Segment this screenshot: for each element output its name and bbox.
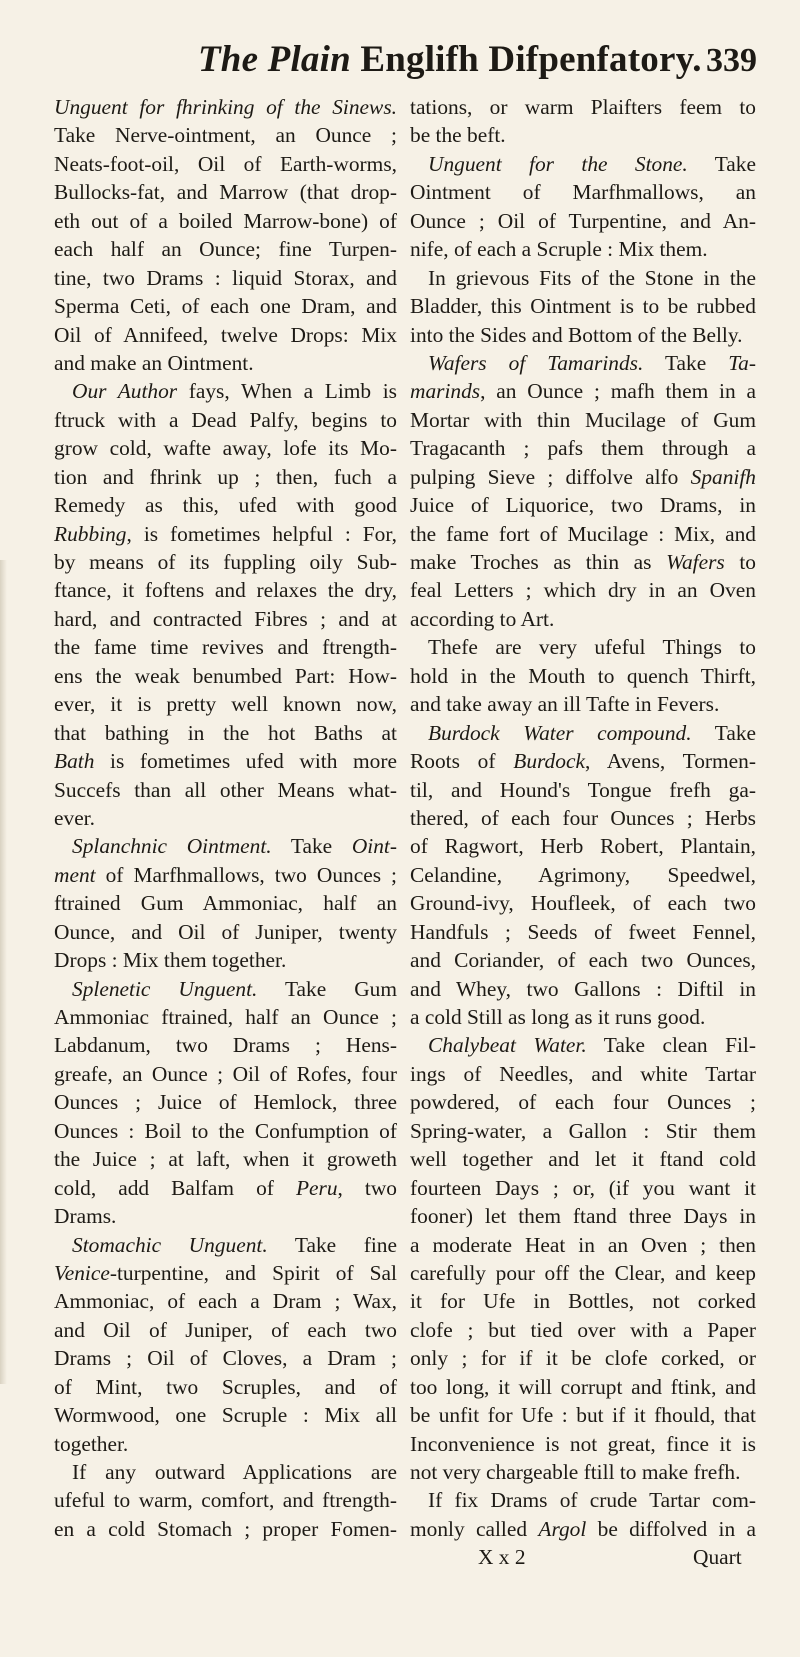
text-segment: Drams. [54,1204,117,1229]
text-segment: fourteen Days ; or, (if you want it [410,1175,756,1200]
right_column-line [410,321,756,349]
right_column-line [410,605,756,633]
italic-text: Splenetic Unguent. [72,976,258,1001]
left_column-line [54,1401,397,1429]
text-segment: Ground-ivy, Houfleek, of each two [410,891,756,916]
text-segment: , an Ounce ; mafh them in a [480,379,756,404]
right_column-line [410,1316,756,1344]
right_column-line [410,804,756,832]
right_column-line [410,1287,756,1315]
left_column-line [54,377,397,405]
right_column-line [410,1373,756,1401]
left_column-line [54,1031,397,1059]
italic-text: marinds [410,379,481,404]
running-title [198,38,702,81]
text-segment: Succefs than all other Means what- [54,777,397,802]
text-segment: Take Gum [257,976,397,1001]
text-segment: and Coriander, of each two Ounces, [410,948,756,973]
text-segment: Thefe are very ufeful Things to [428,635,756,660]
text-segment: hold in the Mouth to quench Thirft, [410,663,756,688]
text-segment: Oil of Annifeed, twelve Drops: Mix [54,322,397,347]
left_column-line [54,662,397,690]
right_column-line [410,1088,756,1116]
right_column-line [410,747,756,775]
signature-mark: X x 2 [478,1545,526,1570]
left_column-line [54,434,397,462]
right_column-line [410,1003,756,1031]
right_column-line [410,121,756,149]
right_column-line [410,832,756,860]
left_column-line [54,349,397,377]
right_column-line [410,1259,756,1287]
italic-text: ment [54,862,96,887]
text-segment: thered, of each four Ounces ; Herbs [410,805,756,830]
italic-text: Burdock [513,749,585,774]
text-segment: ftance, it foftens and relaxes the dry, [54,578,397,603]
text-segment: If fix Drams of crude Tartar com- [428,1488,756,1513]
text-segment: the fame time revives and ftrength- [54,635,397,660]
text-segment: make Troches as thin as [410,550,667,574]
text-segment: of Ragwort, Herb Robert, Plantain, [410,834,756,859]
text-segment: not very chargeable ftill to make frefh. [410,1460,741,1484]
text-segment: into the Sides and Bottom of the Belly. [410,322,743,347]
text-segment: that bathing in the hot Baths at [54,720,397,745]
left_column-line [54,1117,397,1145]
text-segment: tion and fhrink up ; then, fuch a [54,464,397,489]
left_column-line [54,1287,397,1315]
text-segment: grow cold, wafte away, lofe its Mo- [54,436,397,461]
text-segment: tations, or warm Plaifters feem to [410,95,756,119]
text-segment: by means of its fuppling oily Sub- [54,550,397,574]
text-segment: according to Art. [410,606,555,631]
italic-text: Wafers of Tamarinds. [428,350,644,375]
left_column-line [54,1458,397,1486]
text-segment: ufeful to warm, comfort, and ftrength- [54,1488,397,1513]
running-header [0,38,800,90]
text-segment: a cold Still as long as it runs good. [410,1005,706,1029]
text-segment: ens the weak benumbed Part: How- [54,663,397,688]
left_column-line [54,861,397,889]
text-segment: Take [643,350,729,375]
text-segment: , Avens, Tormen- [584,749,756,774]
text-segment: Remedy as this, ufed with good [54,493,397,518]
text-segment: Ounce, and Oil of Juniper, twenty [54,919,397,944]
text-segment: clofe ; but tied over with a Paper [410,1317,756,1342]
left_column-line [54,1486,397,1514]
italic-text: Wafers [666,550,725,574]
text-segment: ever. [54,805,95,830]
right_column-line [410,520,756,548]
right_column-line [410,235,756,263]
right_column-line [410,1486,756,1514]
right_column-line [410,1515,756,1543]
right_column-line [410,1231,756,1259]
right_column-line [410,1458,756,1486]
text-segment: til, and Hound's Tongue frefh ga- [410,777,756,802]
left_column-line [54,178,397,206]
left_column-line [54,1430,397,1458]
right_column-line [410,178,756,206]
right_column-line [410,207,756,235]
italic-text: Ta- [728,350,756,375]
text-segment: together. [54,1431,129,1456]
text-segment: feal Letters ; which dry in an Oven [410,578,756,603]
text-segment: Ounce ; Oil of Turpentine, and An- [410,208,756,233]
right_column-line [410,377,756,405]
left_column-line [54,264,397,292]
left_column-line [54,1174,397,1202]
text-segment: only ; for if it be clofe corked, or [410,1346,756,1371]
left_column-line [54,321,397,349]
text-segment: to [724,550,756,574]
text-segment: Mortar with thin Mucilage of Gum [410,407,756,432]
right_column-line [410,690,756,718]
left_column-line [54,1316,397,1344]
left_column-line [54,1515,397,1543]
italic-text: Bath [54,749,95,774]
text-segment: Take clean Fil- [586,1033,756,1058]
right-column-lines [410,93,756,1543]
text-segment: of Marfhmallows, two Ounces ; [95,862,397,887]
text-segment: and Oil of Juniper, of each two [54,1317,397,1342]
text-segment: , is fometimes helpful : For, [126,521,397,546]
left_column-line [54,292,397,320]
italic-text: Peru [295,1175,338,1200]
right_column-line [410,889,756,917]
text-segment: ings of Needles, and white Tartar [410,1061,756,1086]
text-segment: a moderate Heat in an Oven ; then [410,1232,756,1257]
right_column-line [410,576,756,604]
text-segment: is fometimes ufed with more [94,749,397,774]
text-segment: ever, it is pretty well known now, [54,692,397,717]
text-segment: Celandine, Agrimony, Speedwel, [410,862,756,887]
text-segment: In grievous Fits of the Stone in the [428,265,756,290]
right_column-line [410,1202,756,1230]
italic-text: Rubbing [54,521,127,546]
left_column-line [54,776,397,804]
left_column-line [54,1060,397,1088]
left_column-line [54,1088,397,1116]
italic-text: Argol [538,1516,587,1541]
text-segment: fays, When a Limb is [177,379,397,404]
text-segment: Roots of [410,749,514,774]
text-segment: Sperma Ceti, of each one Dram, and [54,294,397,319]
footer-line [410,1543,756,1571]
italic-text: Oint- [351,834,397,859]
left_column-line [54,463,397,491]
left_column-line [54,576,397,604]
italic-text: Burdock Water compound. [428,720,692,745]
left_column-line [54,93,397,121]
text-segment: Take Nerve-ointment, an Ounce ; [54,123,397,148]
text-segment: Labdanum, two Drams ; Hens- [54,1033,397,1058]
text-segment: monly called [410,1516,539,1541]
text-segment: , two [337,1175,397,1200]
text-segment: pulping Sieve ; diffolve alfo [410,464,691,489]
text-segment: Neats-foot-oil, Oil of Earth-worms, [54,151,397,176]
right-text-column [410,93,756,1572]
left_column-line [54,491,397,519]
left_column-line [54,889,397,917]
right_column-line [410,93,756,121]
right_column-line [410,292,756,320]
text-segment: Handfuls ; Seeds of fweet Fennel, [410,919,756,944]
right_column-line [410,1344,756,1372]
running-title-rest: Englifh Difpenfatory. [350,39,702,80]
text-segment: the Juice ; at laft, when it groweth [54,1147,397,1172]
left-text-column [54,93,397,1543]
text-segment: Ounces : Boil to the Confumption of [54,1118,397,1143]
right_column-line [410,463,756,491]
text-segment: Take [687,151,756,176]
right_column-line [410,548,756,576]
right_column-line [410,946,756,974]
text-segment: well together and let it ftand cold [410,1147,756,1172]
right_column-line [410,719,756,747]
right_column-line [410,1174,756,1202]
left_column-line [54,832,397,860]
text-segment: Drams ; Oil of Cloves, a Dram ; [54,1346,397,1371]
text-segment: -turpentine, and Spirit of Sal [109,1260,397,1285]
italic-text: Spanifh [690,464,756,489]
text-segment: If any outward Applications are [72,1460,397,1484]
right_column-line [410,491,756,519]
left_column-line [54,633,397,661]
right_column-line [410,264,756,292]
text-segment: the fame fort of Mucilage : Mix, and [410,521,756,546]
text-segment: ftrained Gum Ammoniac, half an [54,891,397,916]
left_column-line [54,520,397,548]
text-segment: each half an Ounce; fine Turpen- [54,237,397,262]
text-segment: en a cold Stomach ; proper Fomen- [54,1516,397,1541]
right_column-line [410,1031,756,1059]
text-segment: of Mint, two Scruples, and of [54,1374,397,1399]
right_column-line [410,1401,756,1429]
text-segment: cold, add Balfam of [54,1175,296,1200]
text-segment: too long, it will corrupt and ftink, and [410,1374,756,1399]
right_column-line [410,434,756,462]
text-segment: tine, two Drams : liquid Storax, and [54,265,397,290]
left_column-line [54,150,397,178]
right_column-line [410,662,756,690]
left_column-line [54,1231,397,1259]
text-segment: Take [691,720,757,745]
text-segment: Tragacanth ; pafs them through a [410,436,756,461]
text-segment: Ammoniac ftrained, half an Ounce ; [54,1005,397,1029]
text-segment: powdered, of each four Ounces ; [410,1090,756,1115]
italic-text: Venice [54,1260,110,1285]
text-segment: Bladder, this Ointment is to be rubbed [410,294,756,319]
text-segment: Ointment of Marfhmallows, an [410,180,756,205]
left_column-line [54,121,397,149]
text-segment: and Whey, two Gallons : Diftil in [410,976,756,1001]
text-segment: and make an Ointment. [54,350,254,375]
left_column-line [54,719,397,747]
italic-text: Splanchnic Ointment. [72,834,272,859]
left_column-line [54,747,397,775]
left_column-line [54,548,397,576]
left_column-line [54,690,397,718]
right_column-line [410,1145,756,1173]
left_column-line [54,1344,397,1372]
text-segment: Bullocks-fat, and Marrow (that drop- [54,180,397,205]
italic-text: Unguent for the Stone. [428,151,688,176]
text-segment: nife, of each a Scruple : Mix them. [410,237,708,262]
text-segment: it for Ufe in Bottles, not corked [410,1289,756,1314]
text-segment: Take [271,834,352,859]
right_column-line [410,1060,756,1088]
text-segment: Ounces ; Juice of Hemlock, three [54,1090,397,1115]
text-segment: greafe, an Ounce ; Oil of Rofes, four [54,1061,397,1086]
catchword: Quart [693,1545,742,1570]
italic-text: Unguent for fhrinking of the Sinews. [54,95,397,119]
text-segment: and take away an ill Tafte in Fevers. [410,692,720,717]
text-segment: Wormwood, one Scruple : Mix all [54,1403,397,1428]
text-segment: ftruck with a Dead Palfy, begins to [54,407,397,432]
text-segment: fooner) let them ftand three Days in [410,1204,756,1229]
right_column-line [410,1430,756,1458]
right_column-line [410,1117,756,1145]
left_column-line [54,235,397,263]
left_column-line [54,1003,397,1031]
left_column-line [54,946,397,974]
right_column-line [410,861,756,889]
left_column-line [54,1145,397,1173]
page-number: 339 [706,42,757,79]
text-segment: eth out of a boiled Marrow-bone) of [54,208,397,233]
italic-text: Our Author [72,379,178,404]
text-segment: be diffolved in a [586,1516,756,1541]
right_column-line [410,918,756,946]
italic-text: Stomachic Unguent. [72,1232,268,1257]
left_column-line [54,918,397,946]
left_column-line [54,975,397,1003]
text-segment: Juice of Liquorice, two Drams, in [410,493,756,518]
italic-text: Chalybeat Water. [428,1033,587,1058]
text-segment: hard, and contracted Fibres ; and at [54,606,397,631]
right_column-line [410,150,756,178]
text-segment: Take fine [267,1232,397,1257]
left_column-line [54,406,397,434]
right_column-line [410,975,756,1003]
left_column-line [54,605,397,633]
left_column-line [54,1373,397,1401]
left_column-line [54,1202,397,1230]
text-segment: be the beft. [410,123,506,148]
right_column-line [410,406,756,434]
text-segment: Inconvenience is not great, fince it is [410,1431,756,1456]
text-segment: Ammoniac, of each a Dram ; Wax, [54,1289,397,1314]
text-segment: Spring-water, a Gallon : Stir them [410,1118,756,1143]
left_column-line [54,207,397,235]
running-title-italic: The Plain [198,39,351,80]
right_column-line [410,633,756,661]
text-segment: carefully pour off the Clear, and keep [410,1260,756,1285]
text-segment: Drops : Mix them together. [54,948,287,973]
left_column-line [54,804,397,832]
left_column-line [54,1259,397,1287]
text-segment: be unfit for Ufe : but if it fhould, that [410,1403,756,1428]
page-binding-shadow [0,560,7,1384]
right_column-line [410,776,756,804]
right_column-line [410,349,756,377]
